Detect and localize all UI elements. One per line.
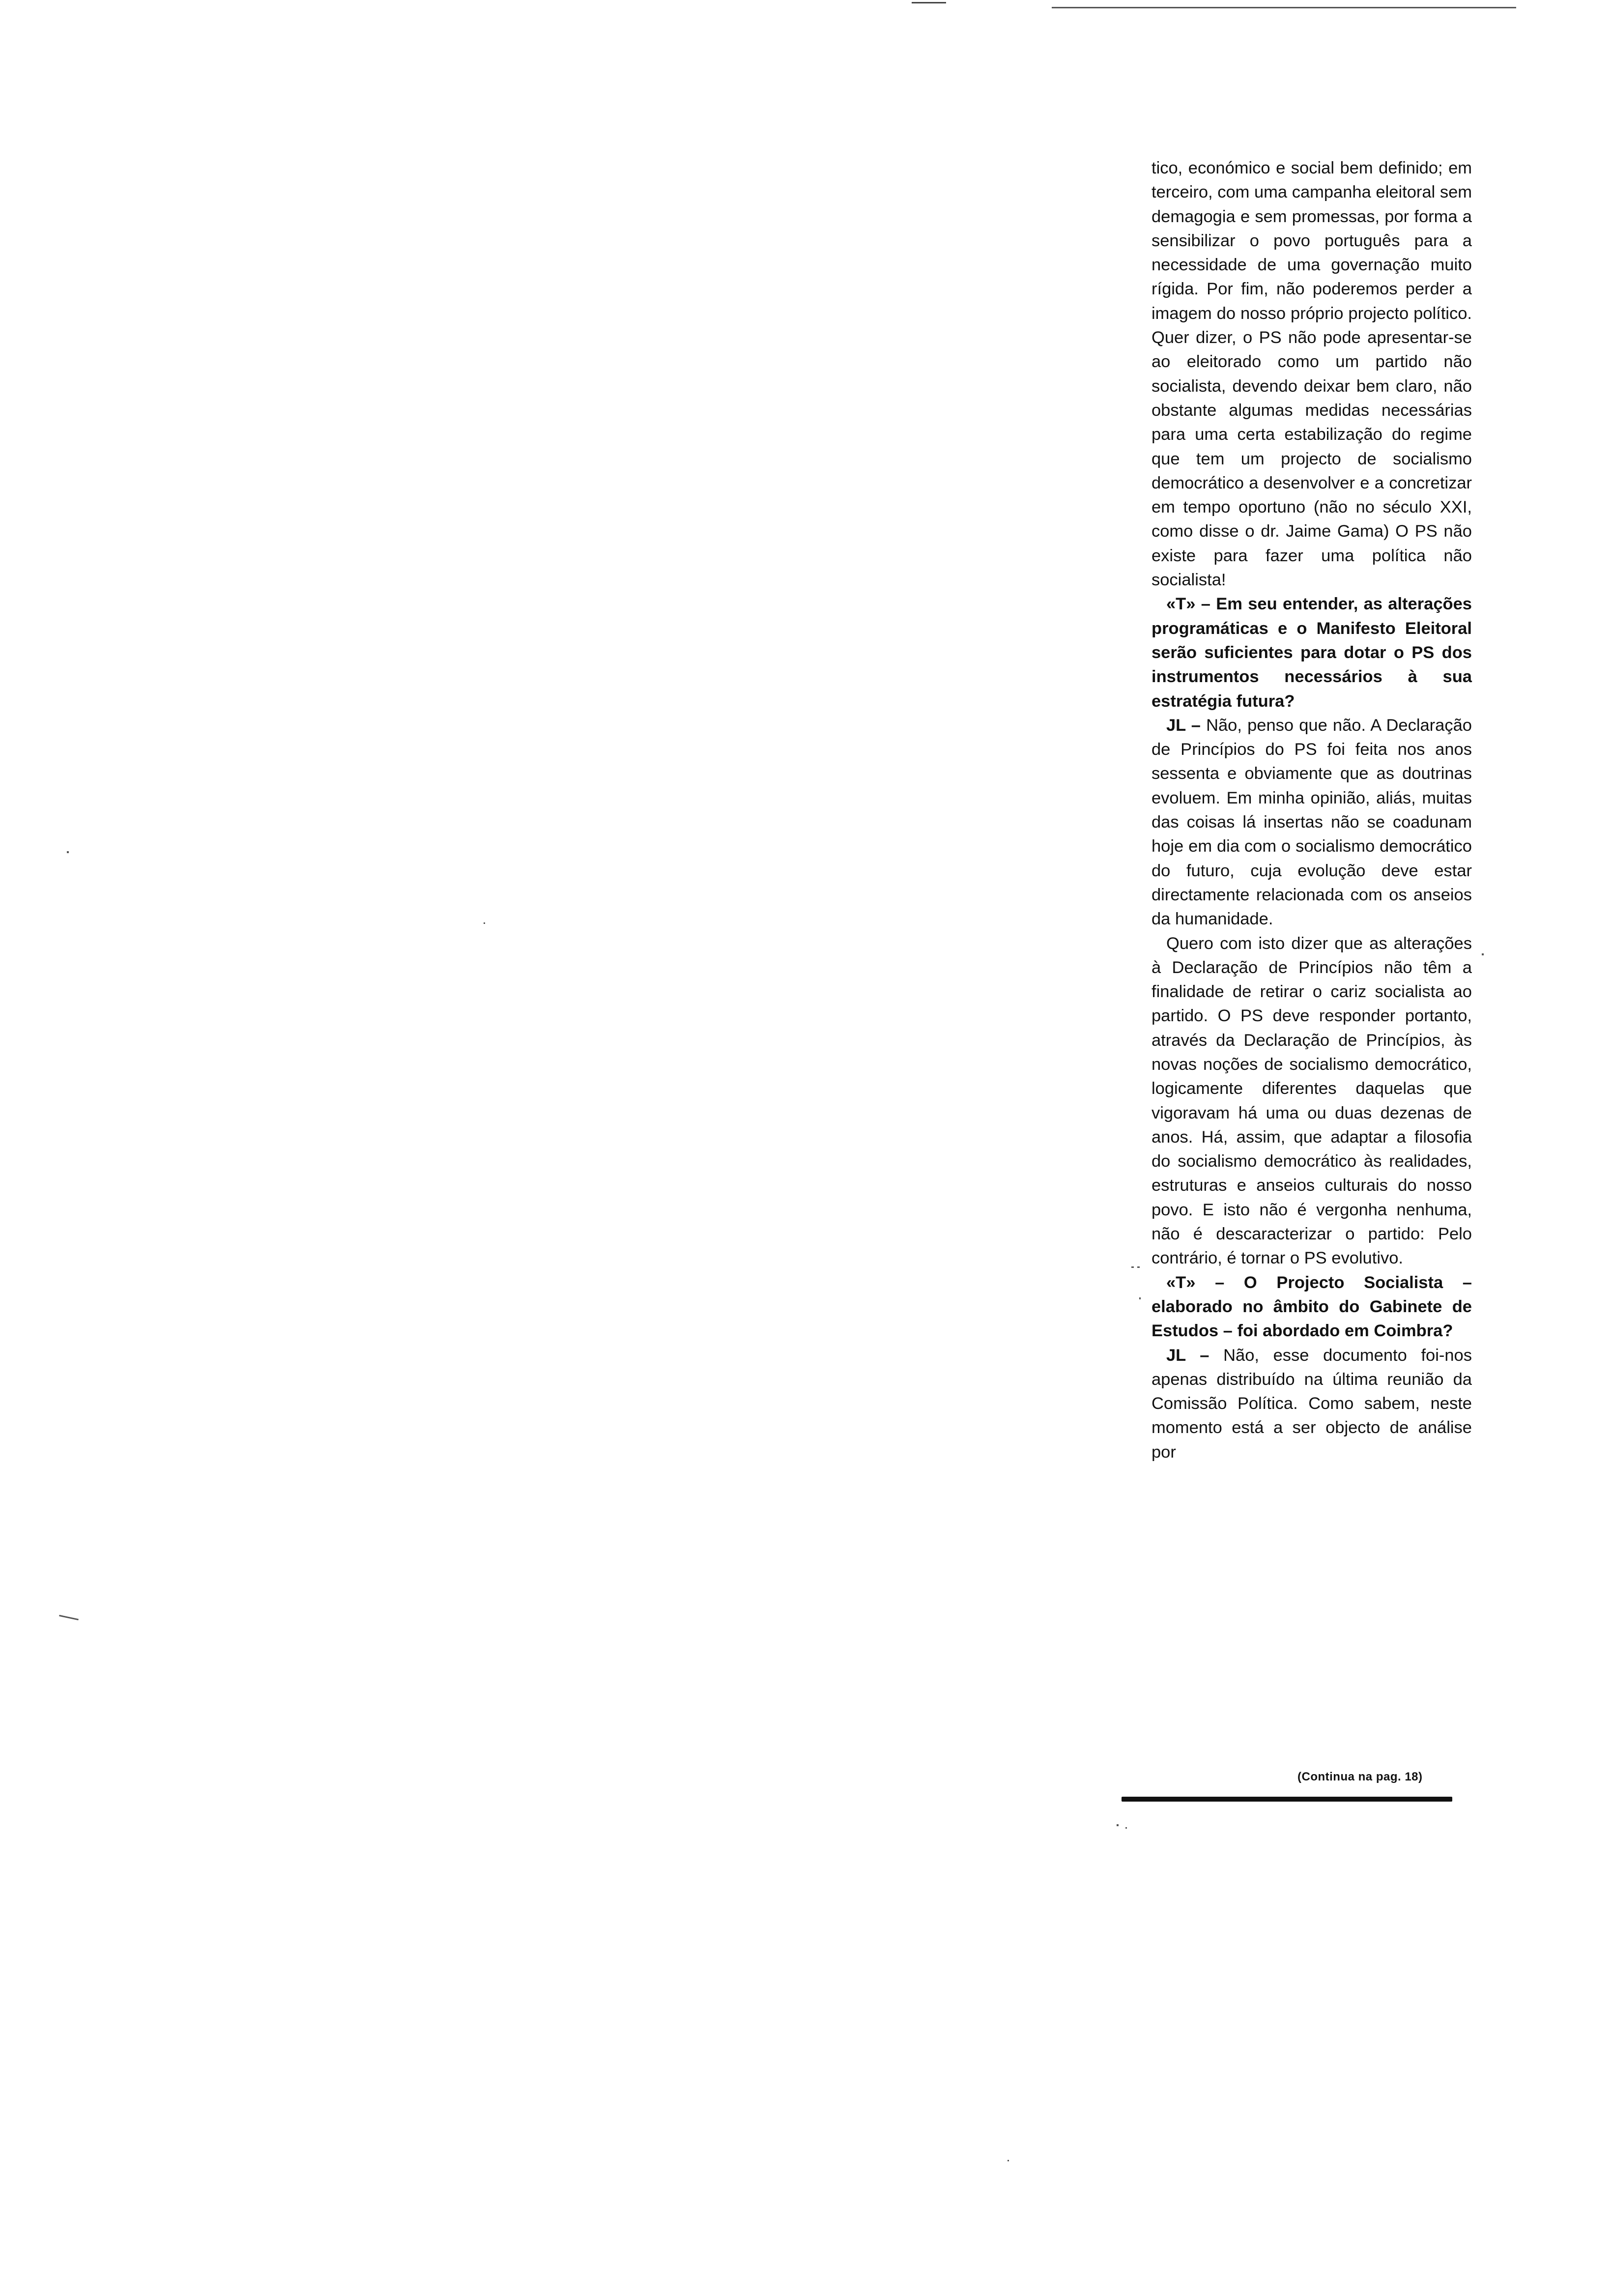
scan-mark (67, 851, 69, 853)
top-rule-long (1052, 7, 1516, 8)
article-column (1151, 156, 1472, 1464)
answer-declaration (1151, 714, 1472, 932)
scan-mark (484, 922, 485, 924)
question-strategy: «T» – Em seu entender, as alterações programáticas e o Manifesto Eleitoral serão suficientes para dotar o PS dos instrumentos necessários à sua estratégia futura? (1151, 595, 1472, 711)
paragraph-principles: Quero com isto dizer que as alterações à Declaração de Princípios não têm a finalidade de retirar o cariz socialista ao partido. O PS deve responder portanto, através da Declaração de Princípios, às novas noções de socialismo democrático, logicamente diferentes daquelas que vigoravam há uma ou duas dezenas de anos. Há, assim, que adaptar a filosofia do socialismo democrático às realidades, estruturas e anseios culturais do nosso povo. E isto não é vergonha nenhuma, não é descaracterizar o partido: Pelo contrário, é tornar o PS evolutivo. (1151, 934, 1472, 1268)
continued-note: (Continua na pag. 18) (1297, 1770, 1423, 1783)
paragraph-intro: tico, económico e social bem definido; em terceiro, com uma campanha eleitoral sem demagogia e sem promessas, por forma a sensibilizar o povo português para a necessidade de uma governação muito rígida. Por fim, não poderemos perder a imagem do nosso próprio projecto político. Quer dizer, o PS não pode apresentar-se ao eleitorado como um partido não socialista, devendo deixar bem claro, não obstante algumas medidas necessárias para uma certa estabilização do regime que tem um projecto de socialismo democrático a desenvolver e a concretizar em tempo oportuno (não no século XXI, como disse o dr. Jaime Gama) O PS não existe para fazer uma política não socialista! (1151, 159, 1472, 590)
question-projecto: «T» – O Projecto Socialista – elaborado no âmbito do Gabinete de Estudos – foi abordado em Coimbra? (1151, 1273, 1472, 1341)
scan-mark (1125, 1827, 1127, 1829)
speaker-label: JL – (1166, 716, 1201, 735)
scan-mark (1131, 1266, 1134, 1268)
answer-text: Não, penso que não. A Declaração de Princípios do PS foi feita nos anos sessenta e obviamente que as doutrinas evoluem. Em minha opinião, aliás, muitas das coisas lá insertas não se coadunam hoje em dia com o socialismo democrático do futuro, cuja evolução deve estar directamente relacionada com os anseios da humanidade. (1151, 716, 1472, 929)
scan-mark (1139, 1297, 1141, 1299)
top-rule-short (912, 2, 946, 3)
scan-mark (59, 1615, 79, 1620)
answer-text: Não, esse documento foi-nos apenas distribuído na última reunião da Comissão Política. Como sabem, neste momento está a ser objecto de análise por (1151, 1346, 1472, 1462)
scan-mark (1008, 2160, 1009, 2161)
scan-mark (1117, 1824, 1119, 1826)
answer-projecto (1151, 1344, 1472, 1464)
scan-mark (1137, 1266, 1140, 1268)
speaker-label: JL – (1166, 1346, 1209, 1365)
bottom-rule (1122, 1797, 1452, 1802)
scan-mark (1482, 953, 1484, 955)
